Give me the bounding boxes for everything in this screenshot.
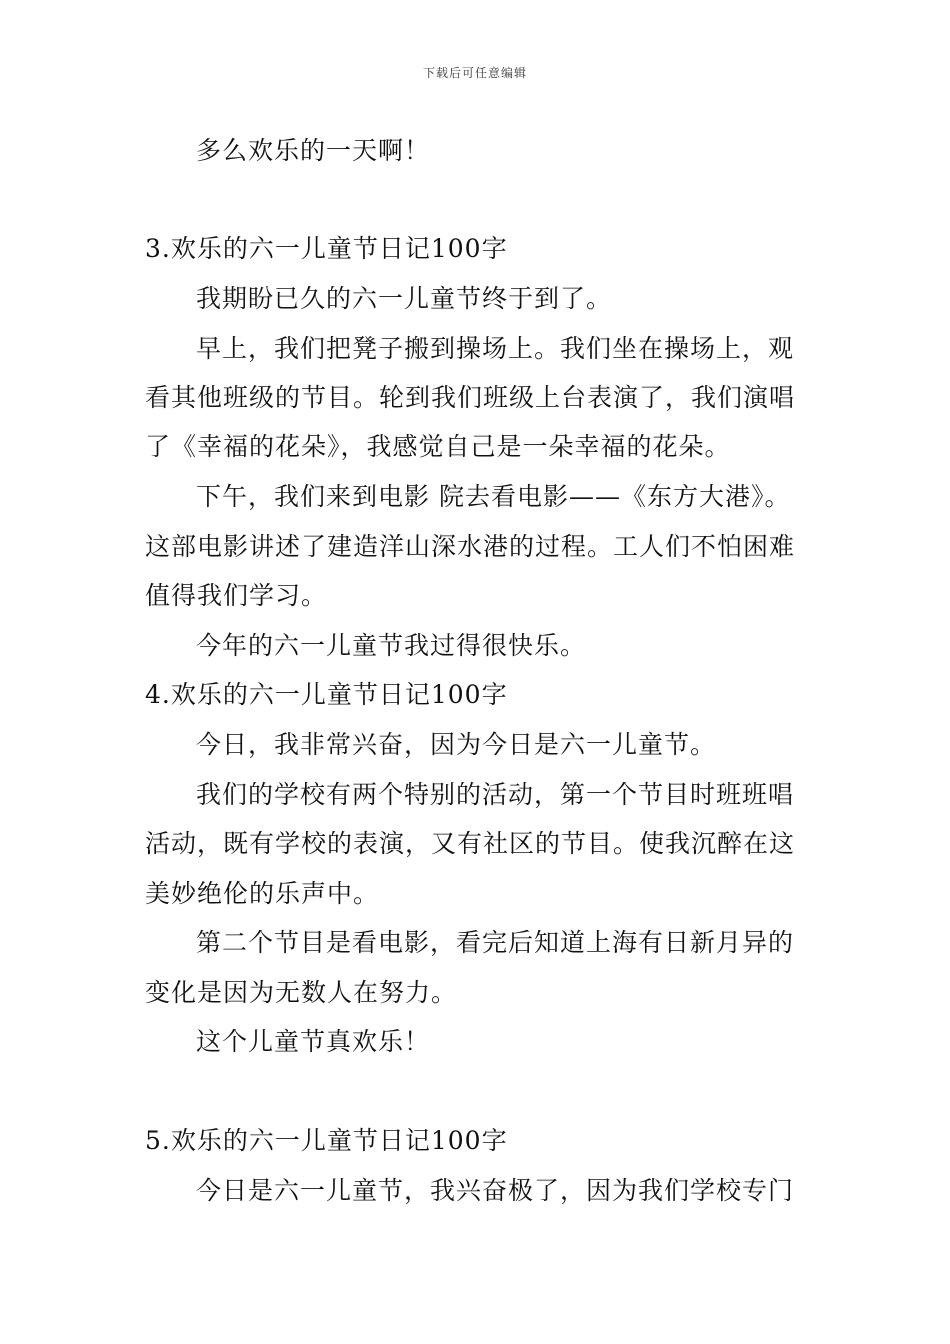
paragraph-line: 早上，我们把凳子搬到操场上。我们坐在操场上，观 — [196, 334, 795, 363]
paragraph-line: 这部电影讲述了建造洋山深水港的过程。工人们不怕困难 — [145, 532, 796, 561]
paragraph-line: 我期盼已久的六一儿童节终于到了。 — [196, 284, 613, 313]
paragraph-line: 活动，既有学校的表演，又有社区的节目。使我沉醉在这 — [145, 829, 796, 858]
paragraph-line: 今日是六一儿童节，我兴奋极了，因为我们学校专门 — [196, 1176, 795, 1205]
paragraph-line: 下午，我们来到电影 院去看电影——《东方大港》。 — [196, 482, 791, 511]
paragraph-line: 美妙绝伦的乐声中。 — [145, 879, 380, 908]
section-heading-3: 3.欢乐的六一儿童节日记100字 — [145, 234, 508, 263]
section-heading-5: 5.欢乐的六一儿童节日记100字 — [145, 1126, 508, 1155]
paragraph-line: 值得我们学习。 — [145, 581, 328, 610]
paragraph-line: 我们的学校有两个特别的活动，第一个节目时班班唱 — [196, 780, 795, 809]
paragraph-line: 了《幸福的花朵》，我感觉自己是一朵幸福的花朵。 — [145, 432, 731, 461]
paragraph-line: 第二个节目是看电影，看完后知道上海有日新月异的 — [196, 928, 795, 957]
paragraph-line: 变化是因为无数人在努力。 — [145, 978, 458, 1007]
section-heading-4: 4.欢乐的六一儿童节日记100字 — [145, 680, 508, 709]
paragraph-line: 多么欢乐的一天啊！ — [196, 136, 431, 165]
paragraph-line: 这个儿童节真欢乐！ — [196, 1027, 431, 1056]
paragraph-line: 看其他班级的节目。轮到我们班级上台表演了，我们演唱 — [145, 383, 796, 412]
page-header: 下载后可任意编辑 — [422, 66, 527, 80]
paragraph-line: 今日，我非常兴奋，因为今日是六一儿童节。 — [196, 730, 717, 759]
paragraph-line: 今年的六一儿童节我过得很快乐。 — [196, 631, 587, 660]
